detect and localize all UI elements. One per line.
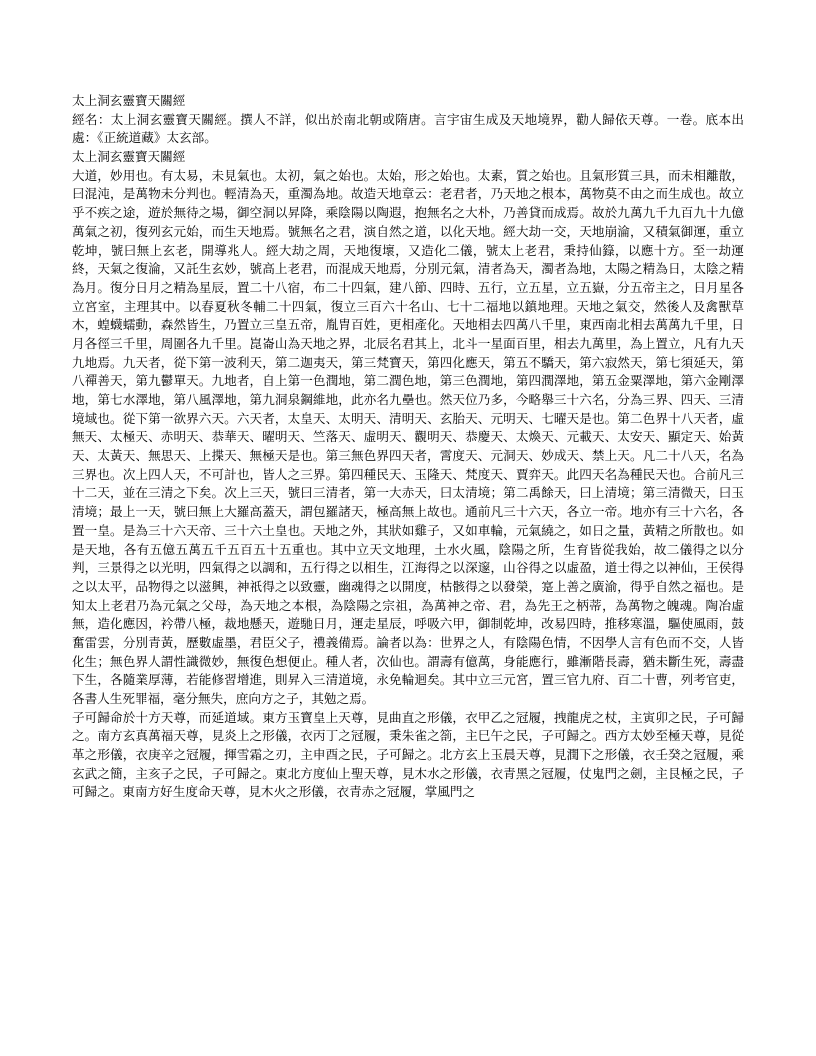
bibliographic-note: 經名：太上洞玄靈寶天關經。撰人不詳，似出於南北朝或隋唐。言宇宙生成及天地境界，勸人歸依天尊。一卷。底本出處：《正統道藏》太玄部。 [72, 111, 744, 146]
scripture-heading: 太上洞玄靈寶天關經 [72, 149, 186, 165]
body-paragraph-1: 大道，妙用也。有太易，未見氣也。太初，氣之始也。太始，形之始也。太素，質之始也。且氣形質三具，而未相離散，曰混沌，是萬物未分判也。輕清為天，重濁為地。故造天地章云：老君者，乃天地之根本，萬物莫不由之而生成也。故立乎不疾之途，遊於無待之場，御空洞以昇降，乘陰陽以陶遐，抱無名之大朴，乃善貸而成焉。故於九萬九千九百九十九億萬氣之初，復列玄元始，而生天地焉。號無名之君，演自然之道，以化天地。經大劫一交，天地崩淪，又積氣御運，重立乾坤，號曰無上玄老，開導兆人。經大劫之周，天地復壞，又造化二儀，號太上老君，秉持仙籙，以應十方。至一劫運終，天氣之復淪，又託生玄妙，號高上老君，而混成天地焉，分別元氣，清者為天，濁者為地，太陽之精為日，太陰之精為月。復分日月之精為星辰，置二十八宿，布二十四氣，建八節、四時、五行，立五星，立五嶽，分五帝主之，日月星各立宮室，主理其中。以春夏秋冬輔二十四氣，復立三百六十名山、七十二福地以鎮地理。天地之氣交，然後人及禽獸草木，蝗蠛蠕動，森然皆生，乃置立三皇五帝，胤胄百姓，更相產化。天地相去四萬八千里，東西南北相去萬萬九千里，日月各徑三千里，周圍各九千里。崑崙山為天地之界，北辰名君其上，北斗一星面百里，相去九萬里，為上置立，凡有九天九地焉。九天者，從下第一波利天，第二迦夷天，第三梵寶天，第四化應天，第五不驕天，第六寂然天，第七須延天，第八禪善天，第九鬱單天。九地者，自上第一色潤地，第二潤色地，第三色潤地，第四潤澤地，第五金粟澤地，第六金剛澤地，第七水澤地，第八風澤地，第九洞泉鋼維地，此亦名九壘也。然天位乃多，今略舉三十六名，分為三界、四天、三清境域也。從下第一欲界六天。六天者，太皇天、太明天、清明天、玄胎天、元明天、七曜天是也。第二色界十八天者，虛無天、太極天、赤明天、恭華天、曜明天、竺落天、虛明天、觀明天、恭慶天、太煥天、元載天、太安天、顯定天、始黃天、太黃天、無思天、上揲天、無極天是也。第三無色界四天者，霄度天、元洞天、妙成天、禁上天。凡二十八天，名為三界也。次上四人天，不可計也，皆人之三界。第四種民天、玉隆天、梵度天、賈弈天。此四天名為種民天也。合前凡三十二天，並在三清之下矣。次上三天，號曰三清者，第一大赤天，曰太清境；第二禹餘天，曰上清境；第三清微天，曰玉清境；最上一天，號曰無上大羅高蓋天，謂包羅諸天，極高無上故也。通前凡三十六天，各立一帝。地亦有三十六名，各置一皇。是為三十六天帝、三十六土皇也。天地之外，其狀如雞子，又如車輪，元氣繞之，如日之量，黃精之所散也。如是天地，各有五億五萬五千五百五十五重也。其中立天文地理，土水火風，陰陽之所，生育皆從我始，故二儀得之以分判，三景得之以光明，四氣得之以調和，五行得之以相生，江海得之以深邃，山谷得之以虛盈，道士得之以神仙，王侯得之以太平，品物得之以滋興，神祇得之以致靈，幽魂得之以開度，枯骸得之以發榮，寔上善之廣渝，得乎自然之福也。是知太上老君乃為元氣之父母，為天地之本根，為陰陽之宗祖，為萬神之帝、君，為先王之柄蒂，為萬物之魄魂。陶冶虛無，造化應因，衿帶八極，裁地懸天，遊馳日月，運走星辰，呼吸六甲，御制乾坤，改易四時，推移寒溫，驅使風雨，鼓奮雷雲，分別青黃，歷數虛墨，君臣父子，禮義備焉。論者以為：世界之人，有陰陽色情，不因學人言有色而不交，人皆化生；無色界人謂性識微妙，無復色想便止。種人者，次仙也。謂壽有億萬，身能應行，雖漸階長壽，猶未斷生死，壽盡下生，各隨業厚薄，若能修習增進，則昇入三清道境，永免輪迴矣。其中立三元宮，置三官九府、百二十曹，列考官吏，各書人生死罪福，毫分無失，庶向方之子，其勉之焉。 [72, 167, 744, 706]
doc-title: 太上洞玄靈寶天關經 [72, 93, 186, 108]
body-paragraph-2: 子可歸命於十方天尊，而延道域。東方玉寶皇上天尊，見曲直之形儀，衣甲乙之冠履，拽龍虎之杖，主寅卯之民，子可歸之。南方玄真萬福天尊，見炎上之形儀，衣丙丁之冠履，秉朱雀之箚，主巳午之民，子可歸之。西方太妙至極天尊，見從革之形儀，衣庚辛之冠履，揮雪霜之刃，主申酉之民，子可歸之。北方玄上玉晨天尊，見潤下之形儀，衣壬癸之冠履，乘玄武之簡，主亥子之民，子可歸之。東北方度仙上聖天尊，見木水之形儀，衣青黑之冠履，仗鬼門之劍，主艮極之民，子可歸之。東南方好生度命天尊，見木火之形儀，衣青赤之冠履，掌風門之 [72, 709, 744, 800]
document-body [72, 92, 744, 802]
